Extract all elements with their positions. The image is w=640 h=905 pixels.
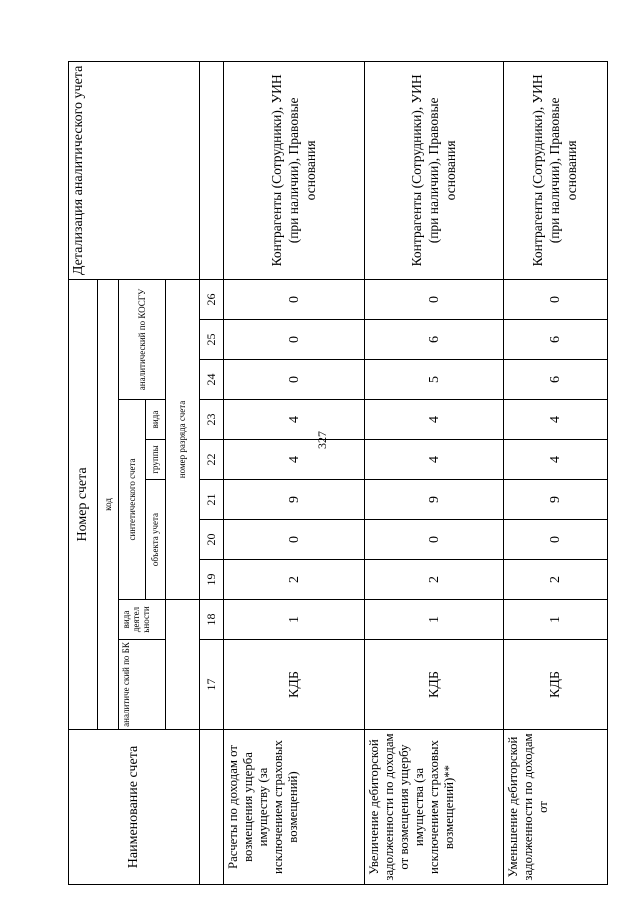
- column-number: 22: [199, 440, 224, 480]
- row-account-name: Уменьшение дебиторской задолженности по доходам от: [504, 730, 608, 885]
- detail-header: Детализация аналитического учета: [69, 61, 200, 279]
- column-number: 18: [199, 600, 224, 640]
- column-number: 26: [199, 279, 224, 319]
- row-cell: 9: [504, 480, 608, 520]
- digit-number-spacer: [166, 600, 199, 640]
- rotated-table-container: [68, 62, 608, 885]
- analytic-kosgu-header: аналитический по КОСГУ: [118, 279, 166, 399]
- row-cell: 4: [224, 400, 365, 440]
- row-cell: 6: [365, 320, 504, 360]
- row-cell: 1: [365, 600, 504, 640]
- row-cell: 0: [224, 279, 365, 319]
- row-cell: 0: [365, 520, 504, 560]
- digit-number-header: номер разряда счета: [166, 279, 199, 599]
- row-cell: 0: [365, 279, 504, 319]
- code-header: код: [98, 279, 119, 729]
- row-cell-bk: КДБ: [365, 640, 504, 730]
- column-number: 19: [199, 560, 224, 600]
- column-number: 21: [199, 480, 224, 520]
- row-account-name: Увеличение дебиторской задолженности по доходам от возмещения ущербу имущества (за исключением страховых возмещений)**: [365, 730, 504, 885]
- account-name-header: Наименование счета: [69, 730, 200, 885]
- column-number-blank: [199, 730, 224, 885]
- row-cell: 6: [504, 320, 608, 360]
- column-number: 24: [199, 360, 224, 400]
- column-number: 20: [199, 520, 224, 560]
- row-cell-bk: КДБ: [224, 640, 365, 730]
- column-number: 25: [199, 320, 224, 360]
- table-row: [504, 61, 608, 884]
- table-row: [365, 61, 504, 884]
- row-cell: 4: [224, 440, 365, 480]
- row-cell: 1: [504, 600, 608, 640]
- row-cell: 0: [224, 360, 365, 400]
- row-cell: 2: [224, 560, 365, 600]
- column-number: 17: [199, 640, 224, 730]
- account-object-header: объекта учета: [145, 480, 166, 600]
- row-cell: 2: [504, 560, 608, 600]
- page-number: 327: [315, 431, 329, 449]
- row-cell: 0: [224, 320, 365, 360]
- row-cell: 0: [504, 520, 608, 560]
- column-number: 23: [199, 400, 224, 440]
- activity-type-header: вида деятел ьности: [118, 600, 166, 640]
- row-cell: 9: [365, 480, 504, 520]
- row-cell: 4: [504, 440, 608, 480]
- table-row: [224, 61, 365, 884]
- row-cell: 4: [504, 400, 608, 440]
- row-cell: 0: [504, 279, 608, 319]
- row-detail: Контрагенты (Сотрудники), УИН (при наличии), Правовые основания: [504, 61, 608, 279]
- row-cell: 0: [224, 520, 365, 560]
- row-detail: Контрагенты (Сотрудники), УИН (при наличии), Правовые основания: [365, 61, 504, 279]
- row-cell: 6: [504, 360, 608, 400]
- row-cell: 9: [224, 480, 365, 520]
- accounts-table: [68, 61, 608, 885]
- row-cell-bk: КДБ: [504, 640, 608, 730]
- digit-number-spacer: [166, 640, 199, 730]
- column-number-blank: [199, 61, 224, 279]
- row-cell: 4: [365, 440, 504, 480]
- row-cell: 2: [365, 560, 504, 600]
- kind-header: вида: [145, 400, 166, 440]
- groups-header: группы: [145, 440, 166, 480]
- row-account-name: Расчеты по доходам от возмещения ущерба имуществу (за исключением страховых возмещений): [224, 730, 365, 885]
- row-cell: 1: [224, 600, 365, 640]
- row-cell: 5: [365, 360, 504, 400]
- synthetic-header: синтетического счета: [118, 400, 145, 600]
- account-number-header: Номер счета: [69, 279, 98, 729]
- row-cell: 4: [365, 400, 504, 440]
- row-detail: Контрагенты (Сотрудники), УИН (при наличии), Правовые основания: [224, 61, 365, 279]
- analytic-bk-header: аналитиче ский по БК: [118, 640, 166, 730]
